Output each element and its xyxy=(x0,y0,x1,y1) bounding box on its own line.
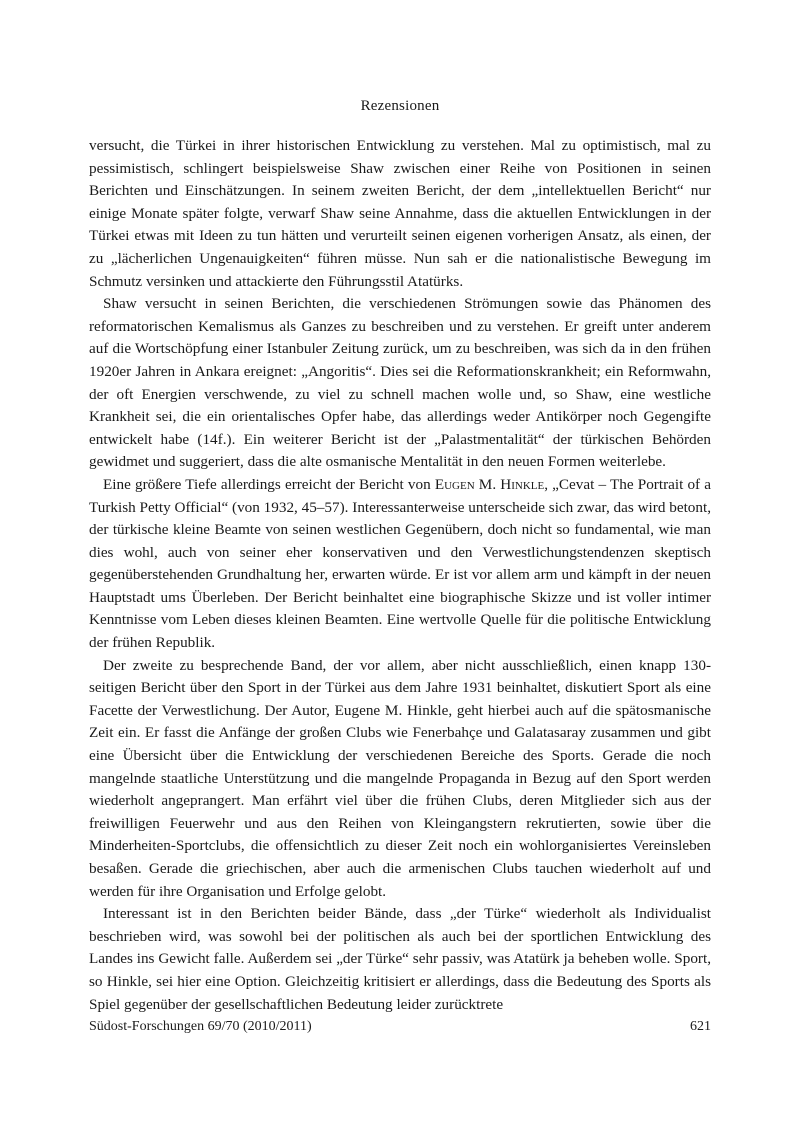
paragraph-2: Shaw versucht in seinen Berichten, die verschiedenen Strömungen sowie das Phänomen des reformatorischen Kemalismus als Ganzes zu beschreiben und zu verstehen. Er greift unter anderem auf die Wortschöpfung einer Istanbuler Zeitung zurück, um zu beschreiben, was sich da in den frühen 1920er Jahren in Ankara ereignet: „Angoritis“. Dies sei die Reformationskrankheit; ein Reformwahn, der oft Energien verschwende, zu viel zu schnell machen wolle und, so Shaw, eine westliche Krankheit sei, die ein orientalisches Opfer habe, das allerdings weder Antikörper noch Gegengifte entwickelt habe (14f.). Ein weiterer Bericht ist der „Palastmentalität“ der türkischen Behörden gewidmet und suggeriert, dass die alte osmanische Mentalität in den neuen Formen weiterlebe. xyxy=(89,295,711,471)
body-text xyxy=(89,135,711,1016)
page-number: 621 xyxy=(690,1019,711,1034)
paragraph-4: Der zweite zu besprechende Band, der vor allem, aber nicht ausschließlich, einen knapp 130-seitigen Bericht über den Sport in der Türkei aus dem Jahre 1931 beinhaltet, diskutiert Sport als eine Facette der Verwestlichung. Der Autor, Eugene M. Hinkle, geht hierbei auch auf die spätosmanische Zeit ein. Er fasst die Anfänge der großen Clubs wie Fenerbahçe und Galatasaray zusammen und gibt eine Übersicht über die Entwicklung der verschiedenen Bereiche des Sports. Gerade die noch mangelnde staatliche Unterstützung und die mangelnde Propaganda in Bezug auf den Sport werden wiederholt angeprangert. Man erfährt viel über die frühen Clubs, deren Mitglieder sich aus der freiwilligen Feuerwehr und aus den Reihen von Kleingangstern rekrutierten, sowie über die Minderheiten-Sportclubs, die offensichtlich zu dieser Zeit noch ein wohlorganisiertes Vereinsleben besaßen. Gerade die griechischen, aber auch die armenischen Clubs tauchen wiederholt auf und werden für ihre Organisation und Erfolge gelobt. xyxy=(89,656,711,900)
paragraph-3-rest: , „Cevat – The Portrait of a Turkish Petty Official“ (von 1932, 45–57). Interessanterweise unterscheide sich zwar, das wird betont, der türkische kleine Beamte von seinen westlichen Gegenübern, doch nicht so fundamental, wie man dies wohl, auch von seiner eher konservativen und den Verwestlichungstendenzen skeptisch gegenüberstehenden Grundhaltung her, erwarten würde. Er ist vor allem arm und kämpft in der neuen Hauptstadt ums Überleben. Der Bericht beinhaltet eine biographische Skizze und ist voller intimer Kenntnisse vom Leben dieses kleinen Beamten. Eine wertvolle Quelle für die politische Entwicklung der frühen Republik. xyxy=(89,475,712,652)
author-name: Eugen M. Hinkle xyxy=(434,475,545,493)
paragraph-5: Interessant ist in den Berichten beider Bände, dass „der Türke“ wiederholt als Individualist beschrieben wird, was sowohl bei der politischen als auch bei der sportlichen Entwicklung des Landes ins Gewicht falle. Außerdem sei „der Türke“ sehr passiv, was Atatürk ja beheben wolle. Sport, so Hinkle, sei hier eine Option. Gleichzeitig kritisiert er allerdings, dass die Bedeutung des Sports als Spiel gegenüber der gesellschaftlichen Bedeutung leider zurücktrete xyxy=(89,905,711,1013)
paragraph-3-lead: Eine größere Tiefe allerdings erreicht der Bericht von xyxy=(103,475,435,493)
page-footer xyxy=(89,1019,711,1035)
paragraph-3 xyxy=(89,474,711,655)
paragraph-1: versucht, die Türkei in ihrer historischen Entwicklung zu verstehen. Mal zu optimistisch, mal zu pessimistisch, schlingert beispielsweise Shaw zwischen einer Reihe von Positionen in seinen Berichten und Einschätzungen. In seinem zweiten Bericht, der dem „intellektuellen Bericht“ nur einige Monate später folgte, verwarf Shaw seine Annahme, dass die aktuellen Entwicklungen in der Türkei etwas mit Ideen zu tun hätten und verurteilt seinen eigenen vorherigen Ansatz, als einen, der zu „lächerlichen Ungenauigkeiten“ führen müsse. Nun sah er die nationalistische Bewegung im Schmutz versinken und attackierte den Führungsstil Atatürks. xyxy=(89,137,711,290)
journal-citation: Südost-Forschungen 69/70 (2010/2011) xyxy=(89,1019,312,1034)
running-head: Rezensionen xyxy=(360,98,440,114)
